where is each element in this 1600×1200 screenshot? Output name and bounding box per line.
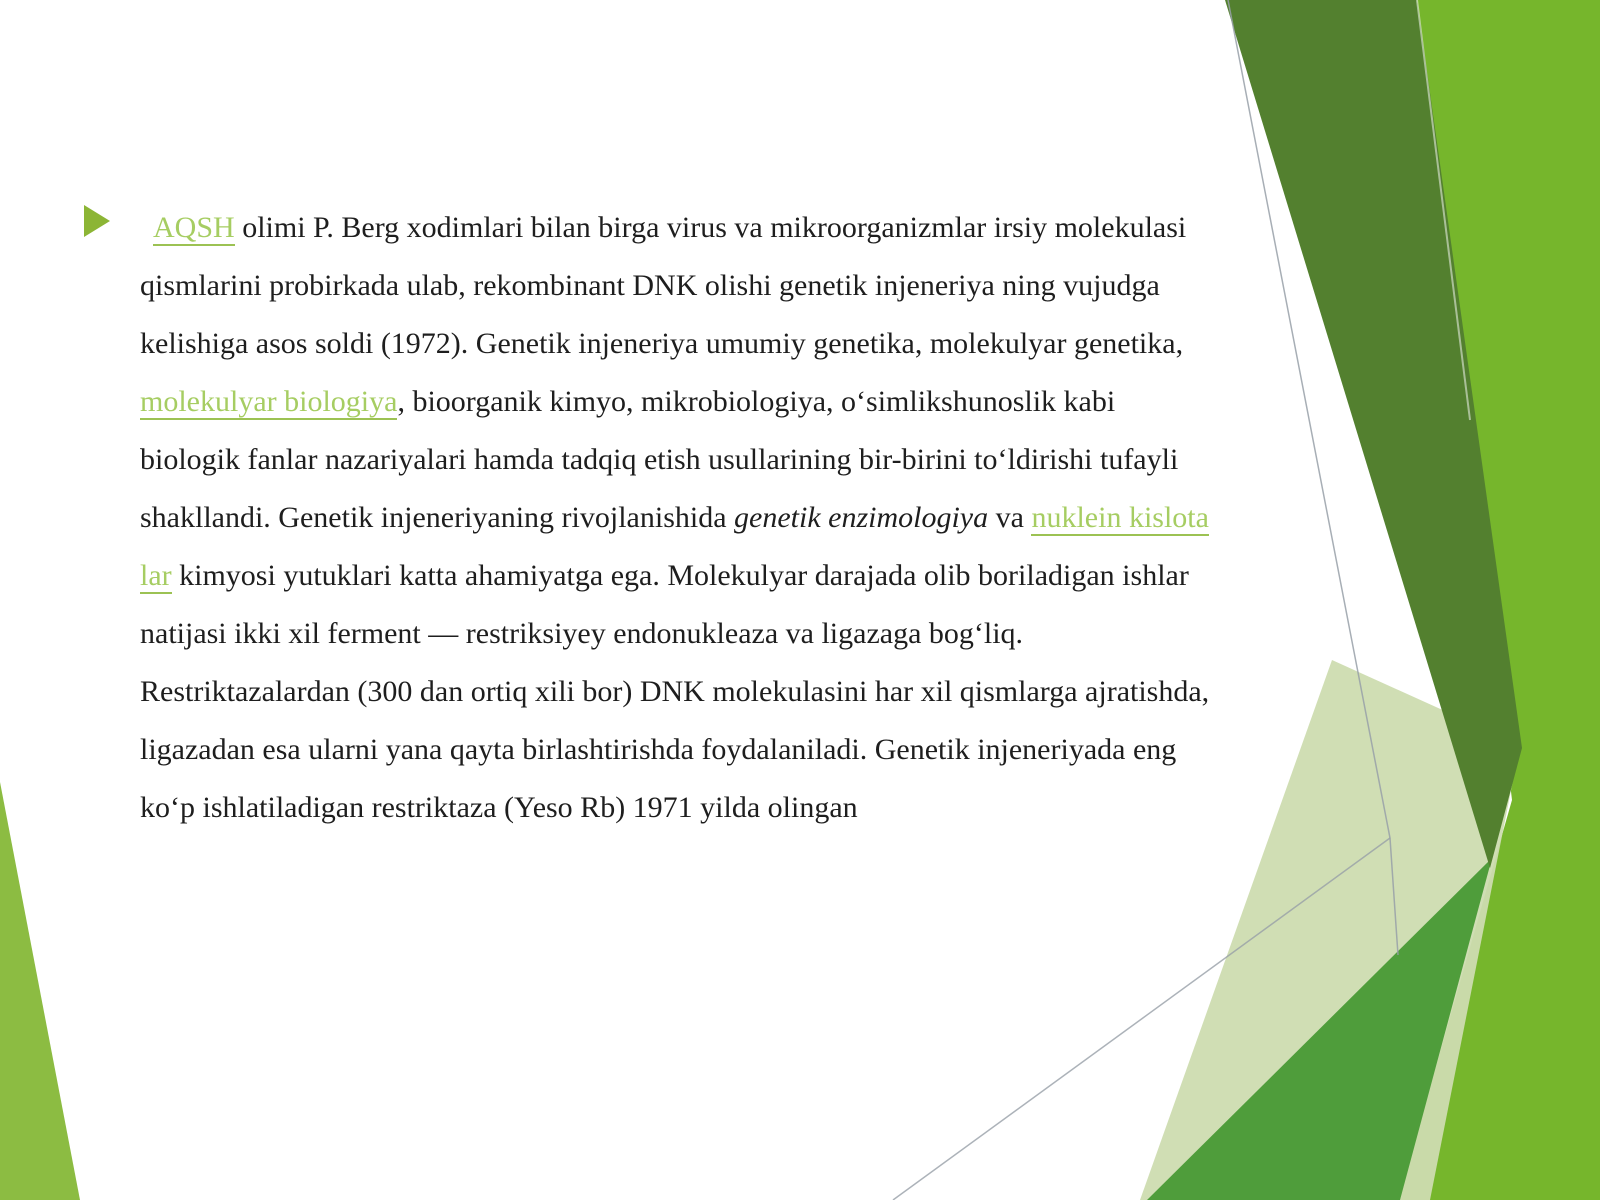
text-segment: biologik fanlar nazariyalari hamda tadqiq etish usullarining bir-birini to‘ldirishi tufayli <box>140 443 1179 476</box>
hyperlink[interactable]: nuklein kislota <box>1031 501 1209 534</box>
text-line <box>140 663 1340 721</box>
bullet-triangle-shape <box>84 205 110 237</box>
text-line <box>140 547 1340 605</box>
hyperlink[interactable]: AQSH <box>153 211 235 244</box>
text-segment: natijasi ikki xil ferment — restriksiyey endonukleaza va ligazaga bog‘liq. <box>140 617 1024 650</box>
text-segment: shakllandi. Genetik injeneriyaning rivojlanishida <box>140 501 735 534</box>
bullet-triangle-icon <box>84 204 111 238</box>
text-segment: qismlarini probirkada ulab, rekombinant DNK olishi genetik injeneriya ning vujudga <box>140 269 1160 302</box>
hyperlink[interactable]: molekulyar biologiya <box>140 385 398 418</box>
text-segment: kimyosi yutuklari katta ahamiyatga ega. Molekulyar darajada olib boriladigan ishlar <box>171 559 1189 592</box>
text-line <box>140 605 1340 663</box>
text-segment: ligazadan esa ularni yana qayta birlashtirishda foydalaniladi. Genetik injeneriyada eng <box>140 733 1177 766</box>
text-line <box>140 199 1340 257</box>
text-line <box>140 489 1340 547</box>
text-line <box>140 373 1340 431</box>
text-segment: ko‘p ishlatiladigan restriktaza (Yeso Rb) 1971 yilda olingan <box>140 791 858 824</box>
text-segment: , bioorganik kimyo, mikrobiologiya, o‘simlikshunoslik kabi <box>397 385 1116 418</box>
italic-text-segment: genetik enzimologiya <box>734 501 989 534</box>
text-line <box>140 315 1340 373</box>
text-segment: olimi P. Berg xodimlari bilan birga virus va mikroorganizmlar irsiy molekulasi <box>234 211 1187 244</box>
text-segment: va <box>988 501 1032 534</box>
slide-paragraph <box>140 199 1340 837</box>
text-segment: Restriktazalardan (300 dan ortiq xili bor) DNK molekulasini har xil qismlarga ajratishda, <box>140 675 1210 708</box>
text-segment: kelishiga asos soldi (1972). Genetik injeneriya umumiy genetika, molekulyar genetika, <box>140 327 1184 360</box>
text-line <box>140 779 1340 837</box>
text-line <box>140 257 1340 315</box>
facet-bottom-left-wedge <box>0 782 80 1200</box>
text-line <box>140 721 1340 779</box>
hyperlink[interactable]: lar <box>140 559 172 592</box>
text-line <box>140 431 1340 489</box>
